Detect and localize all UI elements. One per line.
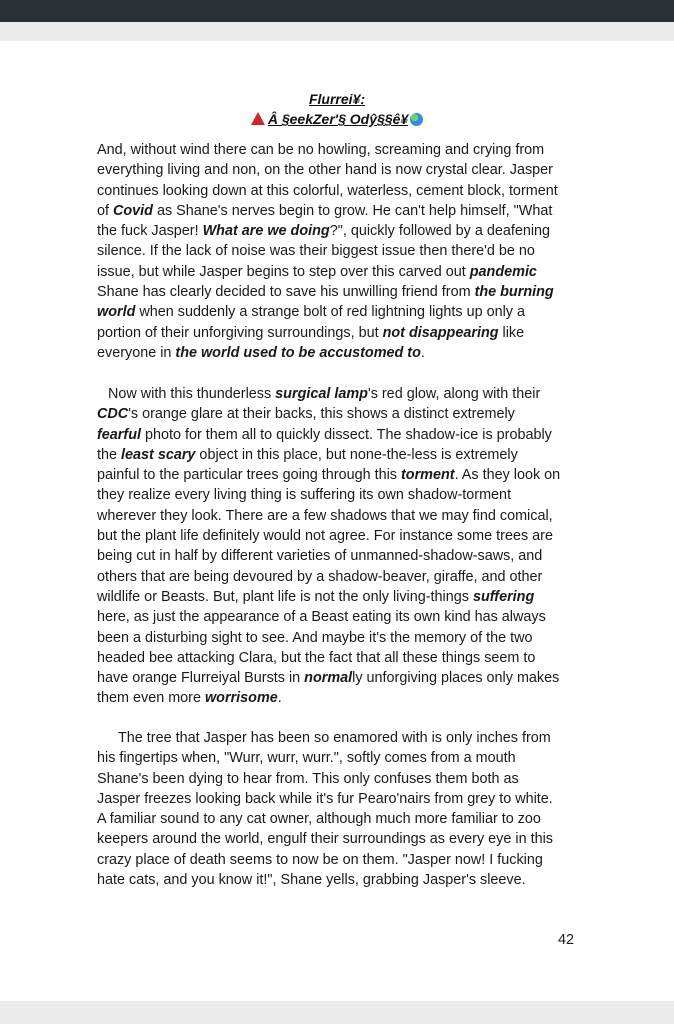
- chapter-subtitle-text: Â §eekZer'§ Odŷ§§ê¥: [267, 111, 409, 127]
- text-line: [97, 748, 589, 768]
- text-run: portion of their unforgiving surroundings, but: [97, 324, 383, 341]
- emphasis-text: normal: [304, 670, 353, 687]
- emphasis-text: CDC: [97, 406, 129, 423]
- text-run: 's orange glare at their backs, this shows a distinct extremely: [128, 406, 515, 423]
- chapter-title: Flurrei¥:: [308, 91, 365, 107]
- text-line: [97, 728, 589, 748]
- page-number: 42: [558, 932, 575, 948]
- text-run: headed bee attacking Clara, but the fact that all these things seem to: [97, 649, 536, 666]
- text-run: been a disturbing sight to see. And maybe it's the memory of the two: [97, 629, 533, 646]
- text-run: when suddenly a strange bolt of red lightning lights up only a: [135, 304, 525, 321]
- text-line: [97, 221, 589, 241]
- emphasis-text: suffering: [472, 588, 535, 605]
- paragraph-2: [97, 384, 589, 709]
- text-run: others that are being devoured by a shadow-beaver, giraffe, and other: [97, 568, 543, 585]
- text-line: [97, 546, 589, 566]
- emphasis-text: torment: [401, 467, 455, 484]
- text-run: And, without wind there can be no howling, screaming and crying from: [97, 142, 545, 158]
- text-line: [97, 668, 589, 688]
- text-line: [97, 404, 589, 424]
- text-run: painful to the particular trees going through this: [97, 467, 401, 484]
- paragraph-1: [97, 140, 589, 363]
- text-run: wherever they look. There are a few shadows that we may find comical,: [97, 507, 553, 524]
- text-line: [97, 506, 589, 526]
- emphasis-text: pandemic: [469, 263, 537, 280]
- text-line: [97, 870, 589, 890]
- text-run: .: [420, 344, 425, 361]
- text-line: [97, 445, 589, 465]
- text-run: silence. If the lack of noise was their biggest issue then there'd be no: [97, 243, 535, 260]
- text-line: [97, 809, 589, 829]
- text-run: .: [277, 690, 282, 707]
- emphasis-text: surgical lamp: [275, 386, 368, 402]
- chapter-subtitle: [0, 110, 674, 129]
- text-run: being cut in half by different varieties of unmanned-shadow-saws, and: [97, 548, 543, 565]
- text-line: [97, 160, 589, 180]
- text-line: [97, 607, 589, 627]
- text-run: issue, but while Jasper begins to step over this carved out: [97, 263, 470, 280]
- text-run: keepers around the world, engulf their surroundings as every eye in this: [97, 831, 553, 848]
- text-run: . As they look on: [454, 467, 561, 484]
- text-line: [97, 201, 589, 221]
- text-run: 's red glow, along with their: [367, 386, 541, 402]
- text-run: but the plant life definitely would not agree. For instance some trees are: [97, 528, 553, 545]
- emphasis-text: world: [97, 304, 136, 321]
- text-run: wildlife or Beasts. But, plant life is not the only living-things: [97, 588, 473, 605]
- text-line: [97, 789, 589, 809]
- text-line: [97, 485, 589, 505]
- text-line: [97, 465, 589, 485]
- text-line: [97, 688, 589, 708]
- text-line: [97, 343, 589, 363]
- text-run: crazy place of death seems to now be on them. "Jasper now! I fucking: [97, 851, 543, 868]
- text-run: object in this place, but none-the-less is extremely: [195, 446, 518, 463]
- text-line: [97, 587, 589, 607]
- text-run: here, as just the appearance of a Beast eating its own kind has always: [97, 609, 546, 626]
- emphasis-text: What are we doing: [202, 223, 330, 240]
- emphasis-text: Covid: [113, 202, 153, 219]
- red-triangle-flag-icon: [251, 112, 265, 125]
- text-run: his fingertips when, "Wurr, wurr, wurr.", softly comes from a mouth: [97, 750, 516, 767]
- text-line: [97, 769, 589, 789]
- text-run: the fuck Jasper!: [97, 223, 203, 240]
- text-run: Shane has clearly decided to save his unwilling friend from: [97, 284, 475, 301]
- top-status-bar: [0, 0, 674, 22]
- text-run: like: [498, 324, 525, 341]
- text-line: [97, 850, 589, 870]
- text-run: them even more: [97, 690, 205, 707]
- paragraph-3: [97, 728, 589, 890]
- text-run: A familiar sound to any cat owner, although much more familiar to zoo: [97, 811, 541, 828]
- emphasis-text: worrisome: [204, 690, 278, 707]
- text-run: ly unforgiving places only makes: [352, 670, 560, 687]
- text-run: the: [97, 446, 122, 463]
- text-run: everything living and non, on the other hand is now crystal clear. Jasper: [97, 162, 553, 179]
- text-line: [97, 526, 589, 546]
- text-line: [97, 648, 589, 668]
- text-run: everyone in: [97, 344, 176, 361]
- text-line: [97, 181, 589, 201]
- text-run: photo for them all to quickly dissect. The shadow-ice is probably: [140, 426, 552, 443]
- text-run: Shane's been dying to hear from. This only confuses them both as: [97, 770, 519, 787]
- text-run: continues looking down at this colorful, waterless, cement block, torment: [97, 182, 558, 199]
- text-run: they realize every living thing is suffering its own shadow-torment: [97, 487, 512, 504]
- globe-icon: [410, 113, 423, 126]
- text-line: [97, 829, 589, 849]
- text-line: [97, 140, 589, 160]
- text-run: hate cats, and you know it!", Shane yells, grabbing Jasper's sleeve.: [97, 872, 526, 889]
- emphasis-text: the burning: [474, 284, 554, 301]
- text-line: [97, 567, 589, 587]
- text-line: [97, 262, 589, 282]
- emphasis-text: not disappearing: [382, 324, 499, 341]
- emphasis-text: least scary: [121, 446, 196, 463]
- text-run: of: [97, 202, 113, 219]
- text-run: ?", quickly followed by a deafening: [329, 223, 551, 240]
- text-line: [97, 323, 589, 343]
- text-line: [97, 384, 589, 404]
- text-line: [97, 302, 589, 322]
- text-run: have orange Flurreiyal Bursts in: [97, 670, 305, 687]
- text-run: The tree that Jasper has been so enamored with is only inches from: [118, 730, 551, 746]
- text-line: [97, 282, 589, 302]
- emphasis-text: fearful: [97, 426, 141, 443]
- text-run: as Shane's nerves begin to grow. He can't help himself, "What: [152, 202, 553, 219]
- text-line: [97, 241, 589, 261]
- text-line: [97, 425, 589, 445]
- emphasis-text: the world used to be accustomed to: [175, 344, 421, 361]
- text-run: Jasper freezes looking back while it's fur Pearo'nairs from grey to white.: [97, 790, 553, 807]
- text-run: Now with this thunderless: [108, 386, 276, 402]
- text-line: [97, 628, 589, 648]
- document-page: [0, 41, 674, 1001]
